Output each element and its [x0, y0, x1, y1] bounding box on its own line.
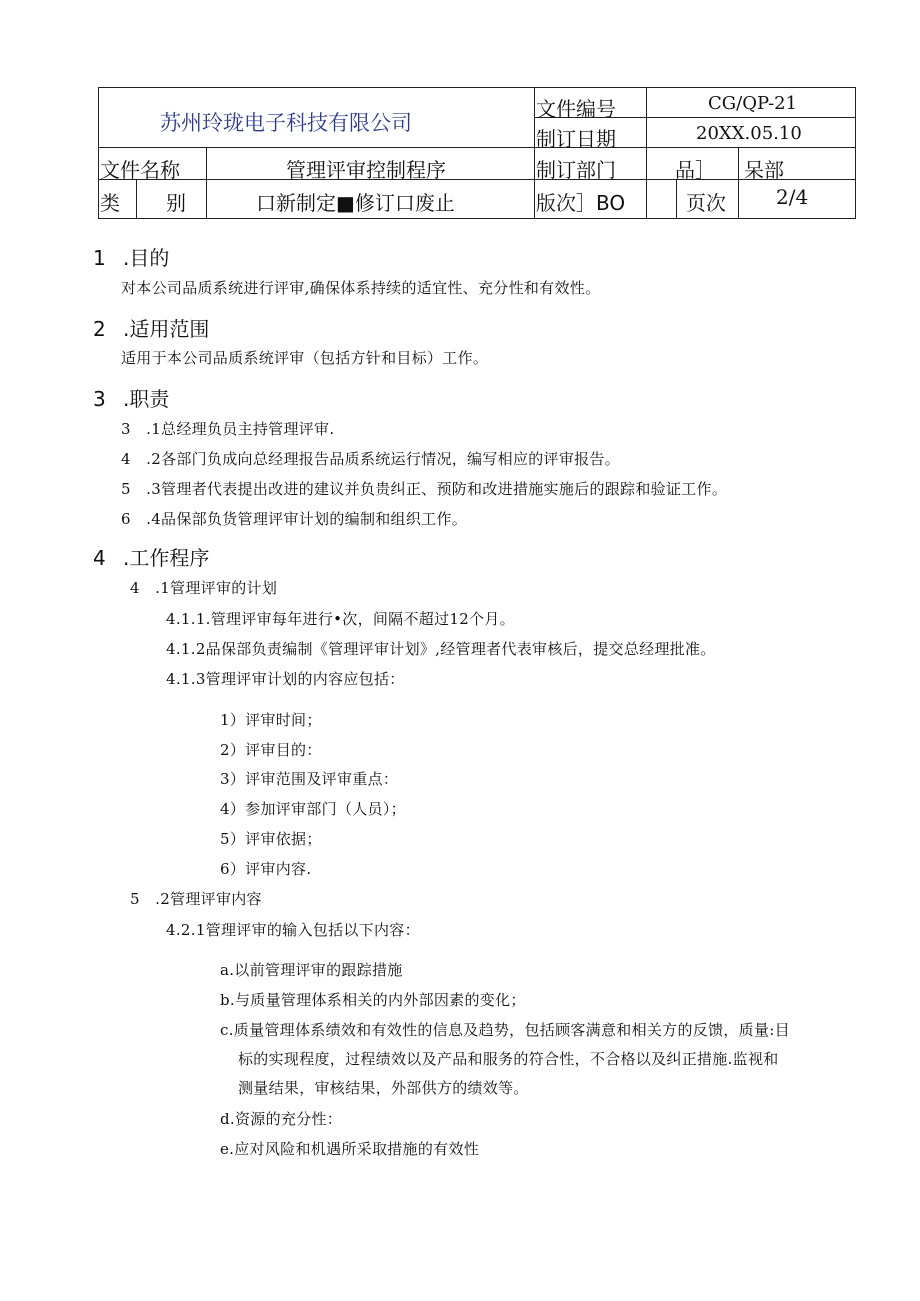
- section-heading-1: [93, 242, 169, 271]
- list-item: 4.1.1.管理评审每年进行•次，间隔不超过12个月。: [166, 610, 515, 628]
- body-line: 对本公司品质系统进行评审,确保体系持续的适宜性、充分性和有效性。: [121, 279, 601, 297]
- doc-number-value: CG/QP-21: [708, 93, 798, 114]
- section-number: 2: [93, 317, 106, 341]
- section-title: .适用范围: [123, 317, 210, 341]
- doc-name-label: 文件名称: [100, 158, 180, 182]
- page-label: 页次: [686, 191, 726, 215]
- document-header-table: [98, 87, 856, 219]
- doc-number-label: 文件编号: [536, 97, 616, 121]
- list-item: a.以前管理评审的跟踪措施: [220, 961, 403, 979]
- list-item: 6）评审内容.: [220, 860, 312, 878]
- section-heading-2: [93, 313, 209, 342]
- list-item: e.应对风险和机遇所采取措施的有效性: [220, 1140, 480, 1158]
- list-item: 4.2.1管理评审的输入包括以下内容：: [166, 921, 420, 939]
- list-item: 5）评审依据；: [220, 830, 322, 848]
- subsection-heading: 5 .2管理评审内容: [130, 890, 262, 908]
- list-item: 3 .1总经理负员主持管理评审.: [121, 420, 335, 438]
- list-item: 4）参加评审部门（人员）；: [220, 800, 406, 818]
- list-item: 4.1.3管理评审计划的内容应包括：: [166, 670, 405, 688]
- list-item: d.资源的充分性：: [220, 1110, 343, 1128]
- date-value: 20XX.05.10: [696, 123, 802, 144]
- list-item: 4 .2各部门负成向总经理报告品质系统运行情况，编写相应的评审报告。: [121, 450, 621, 468]
- dept-value-a: 品］: [675, 158, 715, 182]
- list-item: 2）评审目的：: [220, 741, 322, 759]
- section-title: .工作程序: [123, 546, 210, 570]
- list-item: 3）评审范围及评审重点：: [220, 770, 399, 788]
- dept-value-b: 呆部: [744, 158, 784, 182]
- list-item-continuation: 标的实现程度，过程绩效以及产品和服务的符合性，不合格以及纠正措施.监视和: [238, 1050, 779, 1068]
- body-line: 适用于本公司品质系统评审（包括方针和目标）工作。: [121, 349, 489, 367]
- date-label: 制订日期: [536, 127, 616, 151]
- version-label: 版次］BO: [536, 191, 626, 215]
- section-heading-3: [93, 383, 169, 412]
- doc-name-value: 管理评审控制程序: [286, 158, 446, 182]
- section-number: 1: [93, 246, 106, 270]
- list-item: c.质量管理体系绩效和有效性的信息及趋势，包括顾客满意和相关方的反馈，质量:目: [220, 1021, 790, 1039]
- list-item: 5 .3管理者代表提出改进的建议并负贵纠正、预防和改进措施实施后的跟踪和验证工作。: [121, 480, 728, 498]
- section-title: .职责: [123, 387, 170, 411]
- dept-label: 制订部门: [536, 158, 616, 182]
- page-value: 2/4: [776, 185, 809, 209]
- company-name: 苏州玲珑电子科技有限公司: [160, 111, 412, 135]
- list-item: 4.1.2品保部负责编制《管理评审计划》,经管理者代表审核后，提交总经理批准。: [166, 640, 716, 658]
- section-number: 4: [93, 546, 106, 570]
- category-label-a: 类: [100, 191, 120, 215]
- list-item-continuation: 测量结果，审核结果，外部供方的绩效等。: [238, 1079, 529, 1097]
- category-label-b: 别: [166, 191, 186, 215]
- section-heading-4: [93, 542, 209, 571]
- category-options: 口新制定■修订口废止: [256, 191, 455, 215]
- section-title: .目的: [123, 246, 170, 270]
- list-item: b.与质量管理体系相关的内外部因素的变化；: [220, 991, 526, 1009]
- list-item: 1）评审时间；: [220, 711, 322, 729]
- section-number: 3: [93, 387, 106, 411]
- subsection-heading: 4 .1管理评审的计划: [130, 579, 278, 597]
- list-item: 6 .4品保部负货管理评审计划的编制和组织工作。: [121, 510, 468, 528]
